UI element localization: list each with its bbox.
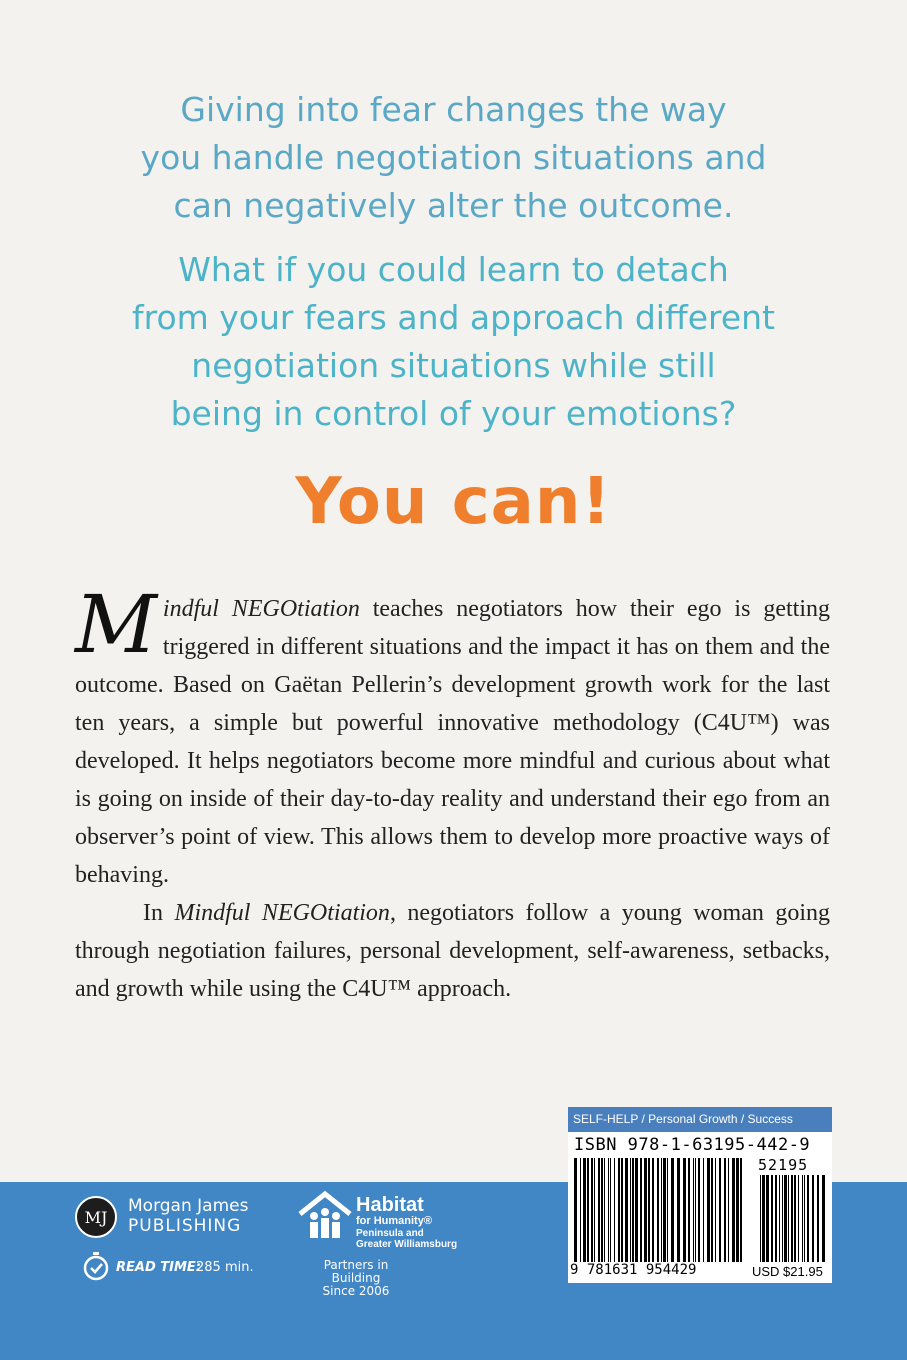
publisher-name-line1: Morgan James (128, 1196, 249, 1216)
partners-note (300, 1259, 412, 1298)
barcode-bar (804, 1175, 805, 1262)
barcode-bar (719, 1158, 721, 1262)
barcode-bar (610, 1158, 611, 1262)
isbn-number: ISBN 978-1-63195-442-9 (574, 1135, 811, 1155)
habitat-house-icon (296, 1190, 354, 1242)
read-time-label: READ TIME: (116, 1260, 201, 1275)
barcode-bar (594, 1158, 595, 1262)
barcode-bar (640, 1158, 642, 1262)
barcode-bar (574, 1158, 577, 1262)
barcode-bar (648, 1158, 650, 1262)
habitat-name: Habitat (356, 1194, 424, 1216)
barcode-bar (587, 1158, 589, 1262)
barcode-bar (715, 1158, 716, 1262)
barcode-bar (598, 1158, 600, 1262)
barcode-bar (703, 1158, 704, 1262)
habitat-chapter: Greater Williamsburg (356, 1239, 458, 1250)
barcode-bar (771, 1175, 773, 1262)
barcode-bar (621, 1158, 623, 1262)
call-to-action: You can! (295, 465, 612, 539)
drop-cap: M (75, 578, 157, 671)
barcode-bar (695, 1158, 696, 1262)
barcode-bar (762, 1175, 765, 1262)
barcode-bar (591, 1158, 593, 1262)
stopwatch-icon (80, 1250, 112, 1282)
supplement-barcode (760, 1175, 826, 1262)
barcode-bar (807, 1175, 809, 1262)
barcode-bar (604, 1158, 605, 1262)
barcode-bar (788, 1175, 789, 1262)
book-title: Mindful NEGOtiation (174, 900, 390, 926)
headline-line: from your fears and approach different (131, 298, 776, 337)
barcode-bar (782, 1175, 783, 1262)
barcode-bar (812, 1175, 814, 1262)
description-paragraph-1 (75, 578, 830, 894)
partners-line: Partners in Building (323, 1258, 389, 1285)
barcode-bar (760, 1175, 761, 1262)
barcode-bar (775, 1175, 777, 1262)
barcode-bar (707, 1158, 710, 1262)
headline-line: What if you could learn to detach (178, 250, 729, 289)
headline-question (0, 246, 907, 438)
barcode-bar (688, 1158, 690, 1262)
barcode-bar (677, 1158, 680, 1262)
barcode-bar (740, 1158, 742, 1262)
barcode-bar (614, 1158, 615, 1262)
barcode-bar (798, 1175, 799, 1262)
book-title: indful NEGOtiation (162, 596, 360, 622)
barcode-bar (784, 1175, 787, 1262)
paragraph-lead: In (143, 900, 175, 926)
headline-intro (0, 86, 907, 230)
headline-line: can negatively alter the outcome. (173, 186, 734, 225)
barcode-bar (625, 1158, 628, 1262)
paragraph-text: teaches negotiators how their ego is getting triggered in different situations and the impact it has on them and the outcome. Based on Gaëtan Pellerin’s development growth work for the last ten years, a simple but powerful innovative methodology (C4U™) was developed. It helps negotiators become more mindful and curious about what is going on inside of their day-to-day reality and understand their ego from an observer’s point of view. This allows them to develop more proactive ways of behaving. (75, 596, 830, 888)
barcode-bar (791, 1175, 793, 1262)
barcode-bar (661, 1158, 662, 1262)
barcode-bar (663, 1158, 666, 1262)
barcode-bar (635, 1158, 638, 1262)
description-paragraph-2 (75, 894, 830, 1008)
barcode-bar (693, 1158, 694, 1262)
barcode-bar (618, 1158, 620, 1262)
barcode-bar (652, 1158, 654, 1262)
barcode-bar (644, 1158, 647, 1262)
barcode-bar (724, 1158, 726, 1262)
barcode-bar (766, 1175, 769, 1262)
barcode-bar (580, 1158, 581, 1262)
barcode-bar (630, 1158, 631, 1262)
barcode-bar (817, 1175, 819, 1262)
barcode-bar (794, 1175, 796, 1262)
book-description (75, 578, 830, 1008)
publisher-logo: MJ (75, 1196, 117, 1238)
barcode-bar (698, 1158, 700, 1262)
barcode-bar (583, 1158, 586, 1262)
barcode-bar (601, 1158, 603, 1262)
barcode-bar (779, 1175, 780, 1262)
barcode-bar (657, 1158, 659, 1262)
habitat-subtitle: for Humanity® (356, 1215, 432, 1227)
ean-barcode (574, 1158, 746, 1262)
barcode-bar (671, 1158, 674, 1262)
habitat-logo-text (356, 1195, 457, 1250)
barcode-bar (732, 1158, 735, 1262)
paragraph-text: , negotiators follow a young woman going through negotiation failures, personal development, self-awareness, setbacks, and growth while using the C4U™ approach. (75, 900, 830, 1002)
publisher-name-line2: PUBLISHING (128, 1216, 242, 1236)
headline-line: being in control of your emotions? (170, 394, 737, 433)
read-time-value: 285 min. (196, 1260, 254, 1275)
barcode-bar (667, 1158, 668, 1262)
ean-digits: 9 781631 954429 (570, 1262, 697, 1278)
barcode-bar (632, 1158, 634, 1262)
price-code: 52195 (758, 1156, 809, 1174)
barcode-bar (736, 1158, 739, 1262)
price-label: USD $21.95 (752, 1264, 823, 1279)
headline-line: you handle negotiation situations and (140, 138, 767, 177)
barcode-bar (728, 1158, 729, 1262)
barcode-bar (683, 1158, 686, 1262)
bisac-category: SELF-HELP / Personal Growth / Success (568, 1107, 832, 1132)
headline-line: negotiation situations while still (191, 346, 716, 385)
partners-line: Since 2006 (322, 1284, 390, 1298)
headline-line: Giving into fear changes the way (180, 90, 727, 129)
barcode-bar (608, 1158, 609, 1262)
publisher-name (128, 1196, 248, 1236)
barcode-bar (711, 1158, 713, 1262)
barcode-bar (822, 1175, 825, 1262)
habitat-chapter: Peninsula and (356, 1228, 424, 1239)
barcode-bar (802, 1175, 803, 1262)
